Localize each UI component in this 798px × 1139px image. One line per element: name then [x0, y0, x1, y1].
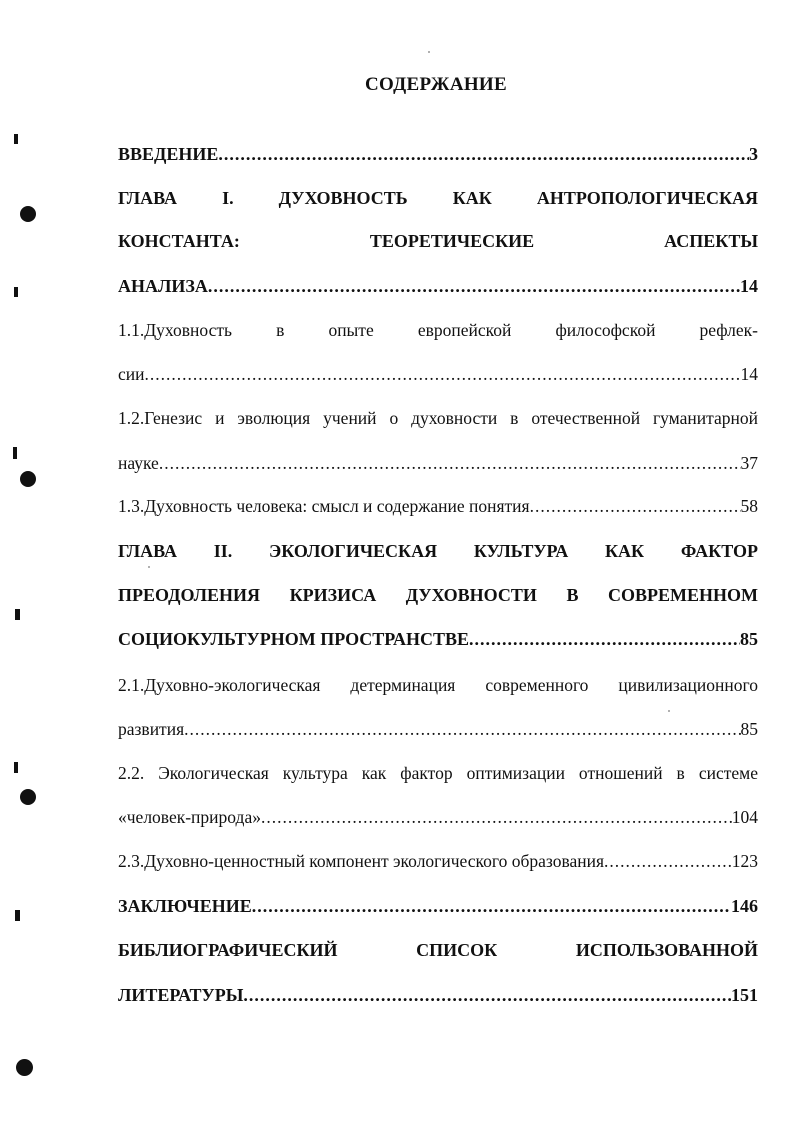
scan-mark — [15, 609, 20, 620]
toc-entry-text: науке — [118, 453, 159, 473]
page-title: СОДЕРЖАНИЕ — [365, 74, 507, 95]
toc-entry-page: 85 — [740, 629, 758, 649]
leader-dots — [261, 807, 732, 828]
toc-entry-line[interactable] — [118, 231, 758, 252]
toc-word: ДУХОВНОСТИ — [405, 585, 537, 605]
toc-entry-page: 3 — [749, 144, 758, 164]
toc-entry-page: 14 — [740, 364, 758, 384]
toc-word: опыте — [328, 320, 374, 340]
toc-word: ТЕОРЕТИЧЕСКИЕ — [369, 231, 535, 251]
toc-entry-line[interactable] — [118, 585, 758, 606]
toc-word: КРИЗИСА — [289, 585, 377, 605]
toc-entry-text: 2.3.Духовно-ценностный компонент экологического образования — [118, 851, 605, 871]
toc-word: философской — [555, 320, 656, 340]
scan-mark — [14, 287, 18, 297]
toc-word: в — [276, 320, 285, 340]
toc-entry-line[interactable]: 2.2. Экологическая культура как фактор оптимизации отношений в системе — [118, 763, 758, 783]
toc-entry-text: АНАЛИЗА — [118, 276, 208, 296]
toc-word: II. — [213, 541, 233, 561]
toc-entry[interactable] — [118, 496, 758, 517]
toc-entry-text: развития — [118, 719, 185, 739]
toc-word: СОВРЕМЕННОМ — [608, 585, 759, 605]
toc-word: СПИСОК — [416, 940, 498, 960]
toc-word: ФАКТОР — [680, 541, 759, 561]
toc-word: ИСПОЛЬЗОВАННОЙ — [575, 940, 758, 960]
toc-word: КАК — [452, 188, 492, 208]
leader-dots — [469, 629, 740, 650]
leader-dots — [145, 364, 741, 385]
scan-mark — [15, 910, 20, 921]
toc-word: АСПЕКТЫ — [664, 231, 758, 251]
toc-entry-text: сии — [118, 364, 145, 384]
scan-mark — [14, 134, 18, 144]
leader-dots — [604, 851, 732, 872]
toc-entry-page: 58 — [740, 496, 758, 516]
toc-entry[interactable] — [118, 364, 758, 385]
toc-entry-text: «человек-природа» — [118, 807, 261, 827]
toc-word: ПРЕОДОЛЕНИЯ — [118, 585, 261, 605]
punch-hole — [20, 206, 36, 222]
toc-entry-line[interactable] — [118, 320, 758, 341]
leader-dots — [159, 453, 741, 474]
leader-dots — [243, 985, 731, 1006]
toc-word: КУЛЬТУРА — [473, 541, 569, 561]
leader-dots — [252, 896, 731, 917]
toc-entry[interactable] — [118, 807, 758, 828]
leader-dots — [218, 144, 749, 165]
toc-entry[interactable] — [118, 144, 758, 165]
toc-entry-text: ВВЕДЕНИЕ — [118, 144, 219, 164]
toc-entry[interactable] — [118, 276, 758, 297]
toc-entry-page: 151 — [731, 985, 758, 1005]
toc-entry[interactable] — [118, 896, 758, 917]
toc-word: европейской — [417, 320, 512, 340]
scan-speck — [148, 566, 150, 568]
toc-entry-page: 123 — [731, 851, 758, 871]
toc-entry[interactable] — [118, 719, 758, 740]
punch-hole — [16, 1059, 33, 1076]
toc-word: АНТРОПОЛОГИЧЕСКАЯ — [536, 188, 759, 208]
toc-entry[interactable] — [118, 453, 758, 474]
scan-speck — [668, 710, 670, 712]
toc-word: БИБЛИОГРАФИЧЕСКИЙ — [118, 940, 338, 960]
toc-word: ГЛАВА — [118, 188, 178, 208]
scan-mark — [13, 447, 17, 459]
toc-entry-text: ЗАКЛЮЧЕНИЕ — [118, 896, 252, 916]
toc-word: I. — [222, 188, 234, 208]
toc-entry-page: 85 — [740, 719, 758, 739]
toc-word: ГЛАВА — [118, 541, 178, 561]
toc-entry-line[interactable] — [118, 541, 758, 562]
punch-hole — [20, 471, 36, 487]
toc-entry[interactable] — [118, 851, 758, 872]
toc-word: КАК — [605, 541, 645, 561]
toc-entry-line[interactable]: 1.2.Генезис и эволюция учений о духовности в отечественной гуманитарной — [118, 408, 758, 428]
toc-entry-line[interactable]: 2.1.Духовно-экологическая детерминация современного цивилизационного — [118, 675, 758, 695]
toc-entry-page: 146 — [731, 896, 758, 916]
toc-entry-page: 37 — [740, 453, 758, 473]
toc-entry-line[interactable] — [118, 188, 758, 209]
toc-entry-page: 104 — [731, 807, 758, 827]
toc-word: ДУХОВНОСТЬ — [278, 188, 408, 208]
toc-word: КОНСТАНТА: — [118, 231, 240, 251]
toc-entry-text: СОЦИОКУЛЬТУРНОМ ПРОСТРАНСТВЕ — [118, 629, 470, 649]
toc-word: ЭКОЛОГИЧЕСКАЯ — [269, 541, 438, 561]
toc-word: 1.1.Духовность — [118, 320, 232, 340]
toc-entry-line[interactable] — [118, 940, 758, 961]
toc-entry[interactable] — [118, 629, 758, 650]
toc-entry-page: 14 — [740, 276, 758, 296]
leader-dots — [208, 276, 740, 297]
punch-hole — [20, 789, 36, 805]
scan-mark — [14, 762, 18, 773]
toc-entry-text: ЛИТЕРАТУРЫ — [118, 985, 244, 1005]
toc-entry-text: 1.3.Духовность человека: смысл и содержание понятия — [118, 496, 530, 516]
leader-dots — [184, 719, 740, 740]
scan-speck — [428, 51, 430, 53]
leader-dots — [530, 496, 741, 517]
toc-word: В — [566, 585, 579, 605]
toc-entry[interactable] — [118, 985, 758, 1006]
toc-word: рефлек- — [699, 320, 758, 340]
